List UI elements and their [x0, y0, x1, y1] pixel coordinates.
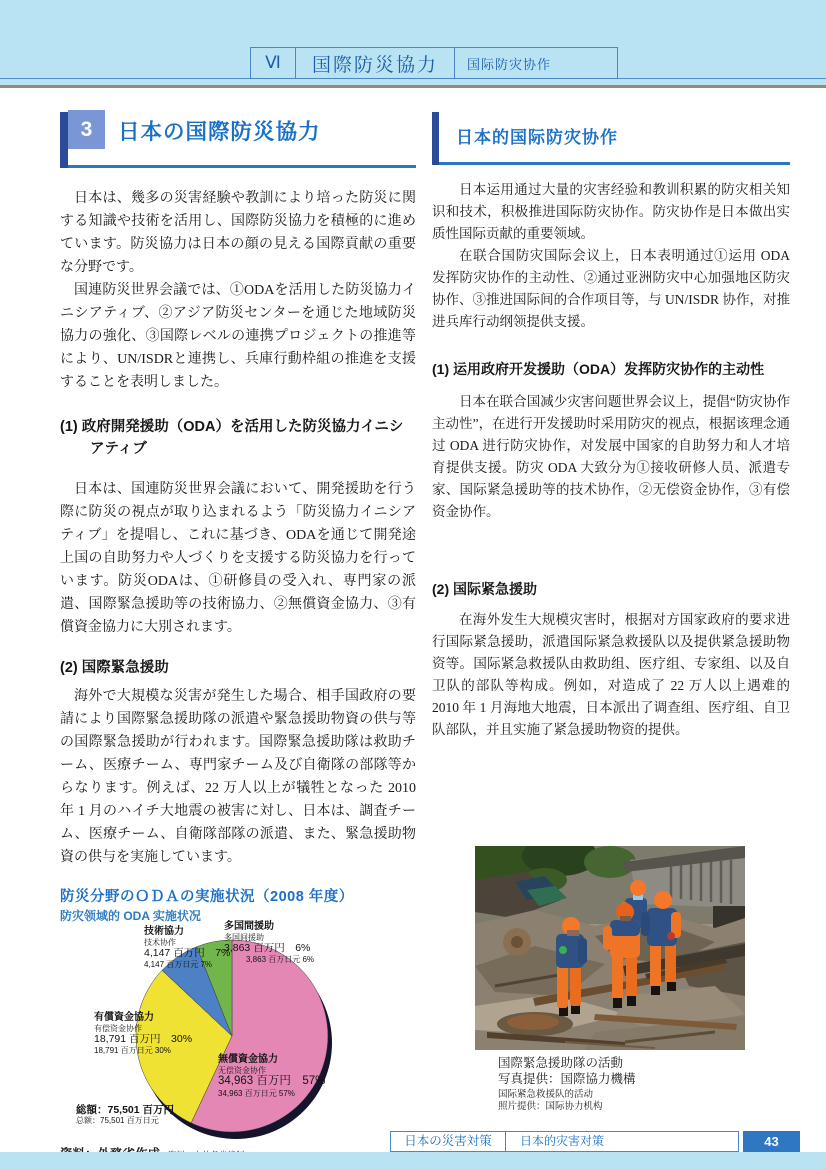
page-number: 43 — [743, 1131, 800, 1152]
paragraph-zh-3: 日本在联合国减少灾害问题世界会议上，提倡“防灾协作主动性”，在进行开发援助时采用防灾的视点，根据该理念通过 ODA 进行防灾协作，对发展中国家的自助努力和人才培育提供支援。防灾 ODA 大致分为①接收研修人员、派遣专家、国际紧急援助等的技术协作，②无偿资金协作，③有偿资金协作。 — [432, 394, 790, 519]
pie-total-label: 総額：75,501 百万円 总额：75,501 百万日元 — [76, 1104, 175, 1126]
right-column-chinese — [432, 112, 790, 1113]
paragraph-ja-1: 日本は、幾多の災害経験や教訓により培った防災に関する知識や技術を活用し、国際防災協力を積極的に進めています。防災協力は日本の顔の見える国際貢献の重要な分野です。 — [60, 191, 416, 275]
section-title-block — [60, 110, 416, 168]
section-title-block-zh — [432, 112, 790, 165]
heading-zh-2: (2) 国际紧急援助 — [432, 581, 537, 597]
footer-title-zh: 日本的灾害对策 — [520, 1134, 605, 1148]
paragraph-zh-2: 在联合国防灾国际会议上，日本表明通过①运用 ODA 发挥防灾协作的主动性、②通过亚洲防灾中心加强地区防灾协作、③推进国际间的合作项目等，与 UN/ISDR 协作，对推进兵库行动纲领提供支援。 — [432, 248, 790, 329]
title-underline-zh — [439, 162, 790, 165]
section-title-ja: 日本の国際防災協力 — [118, 120, 321, 144]
pie-label-loan-aid: 有償資金協力 有偿资金协作 18,791 百万円 30% 18,791 百万日元 30% — [94, 1012, 193, 1055]
chart-subtitle: 防灾领域的 ODA 实施状况 — [60, 909, 201, 923]
pie-label-technical: 技術協力 技术协作 4,147 百万円 7% 4,147 百万日元 7% — [144, 926, 231, 969]
heading-zh-1: (1) 运用政府开发援助（ODA）发挥防灾协作的主动性 — [432, 361, 765, 377]
left-column-japanese — [60, 110, 416, 1163]
footer-title-box — [390, 1131, 739, 1152]
page-footer — [390, 1131, 800, 1152]
chart-title: 防災分野のＯＤＡの実施状況（2008 年度） — [60, 889, 354, 905]
footer-title-ja: 日本の災害対策 — [391, 1132, 506, 1151]
section-number: 3 — [68, 110, 105, 149]
chapter-title-zh: 国际防灾协作 — [467, 56, 552, 72]
chapter-header-box — [250, 47, 618, 79]
heading-ja-1: (1) 政府開発援助（ODA）を活用した防災協力イニシアティブ — [60, 419, 404, 457]
page-header-band — [0, 0, 826, 88]
title-accent-bar — [60, 112, 68, 168]
title-underline — [68, 165, 416, 168]
rescue-team-photo — [475, 846, 745, 1050]
chapter-title-ja: 国際防災協力 — [296, 48, 455, 78]
photo-caption: 国際緊急援助隊の活動 写真提供：国際協力機構 国际紧急救援队的活动 照片提供：国际协力机构 — [498, 1056, 636, 1113]
paragraph-zh-1: 日本运用通过大量的灾害经验和教训积累的防灾相关知识和技术，积极推进国际防灾协作。防灾协作是日本做出实质性国际贡献的重要领域。 — [432, 182, 790, 241]
paragraph-zh-4: 在海外发生大规模灾害时，根据对方国家政府的要求进行国际紧急援助，派遣国际紧急救援队以及提供紧急援助物资等。国际紧急救援队由救助组、医疗组、专家组、以及自卫队的部队等构成。例如，对造成了 22 万人以上遇难的 2010 年 1 月海地大地震，日本派出了调查组、医疗组、自卫队部队，并且实施了紧急援助物资的提供。 — [432, 612, 790, 737]
section-title-zh: 日本的国际防灾协作 — [456, 128, 618, 147]
paragraph-ja-4: 海外で大規模な災害が発生した場合、相手国政府の要請により国際緊急援助隊の派遣や緊急援助物資の供与等の国際緊急援助が行われます。国際緊急援助隊は救助チーム、医療チーム、専門家チーム及び自衛隊の部隊等からなります。例えば、22 万人以上が犠牲となった 2010 年 1 月のハイチ大地震の被害に対し、日本は、調査チーム、医療チーム、自衛隊部隊の派遣、また、緊急援助物資の供与を実施しています。 — [60, 689, 416, 865]
page-footer-band — [0, 1152, 826, 1169]
chapter-roman-numeral: Ⅵ — [251, 48, 296, 78]
oda-pie-chart — [60, 921, 416, 1140]
paragraph-ja-3: 日本は、国連防災世界会議において、開発援助を行う際に防災の視点が取り込まれるよう「防災協力イニシアティブ」を提唱し、これに基づき、ODAを通じて開発途上国の自助努力や人づくりを支援する防災協力を行っています。防災ODAは、①研修員の受入れ、専門家の派遣、国際緊急援助等の技術協力、②無償資金協力、③有償資金協力に大別されます。 — [60, 482, 416, 635]
title-accent-bar-zh — [432, 112, 439, 165]
pie-label-multilateral: 多国間援助 多国间援助 3,863 百万円 6% 3,863 百万日元 6% — [224, 921, 315, 964]
pie-label-grant-aid: 無償資金協力 无偿资金协作 34,963 百万円 57% 34,963 百万日元 57% — [218, 1054, 326, 1098]
heading-ja-2: (2) 国際緊急援助 — [60, 660, 169, 676]
paragraph-ja-2: 国連防災世界会議では、①ODAを活用した防災協力イニシアティブ、②アジア防災センターを通じた地域防災協力の強化、③国際レベルの連携プロジェクトの推進等により、UN/ISDRと連携し、兵庫行動枠組の推進を支援することを表明しました。 — [60, 283, 416, 390]
